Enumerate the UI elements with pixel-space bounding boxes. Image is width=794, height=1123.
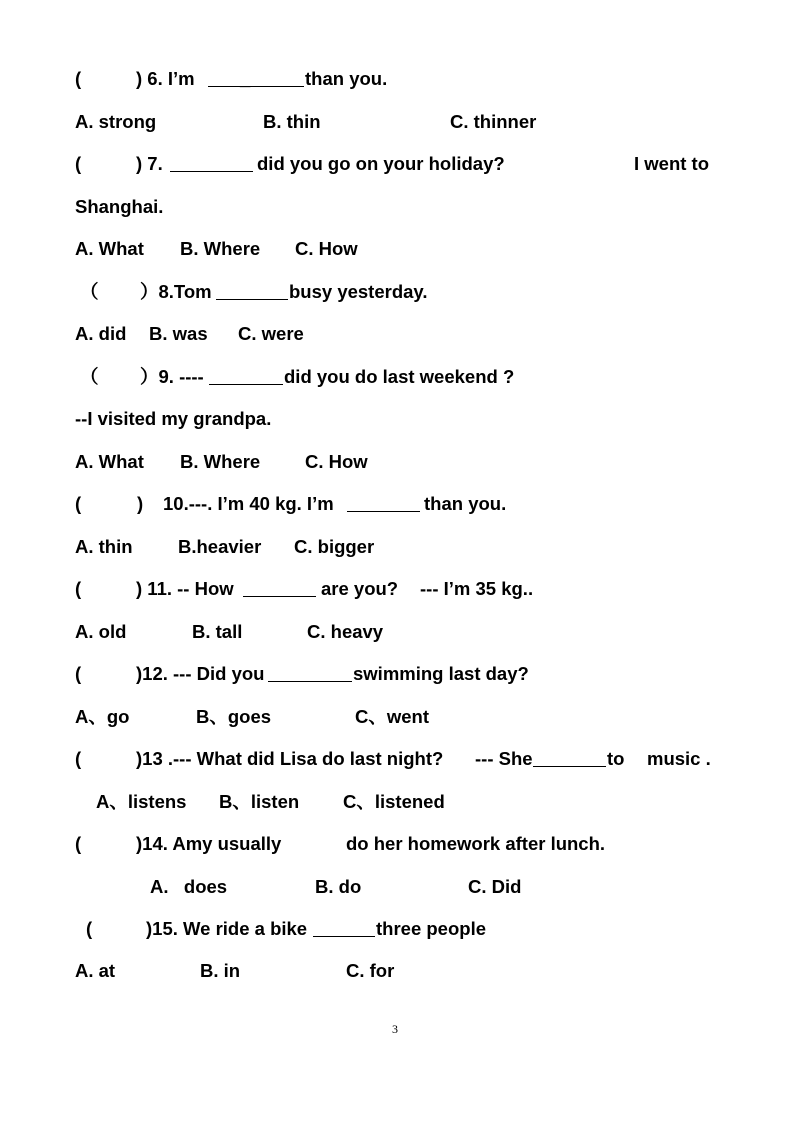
fill-blank[interactable] — [347, 489, 420, 512]
fill-blank[interactable] — [268, 659, 352, 682]
fill-blank[interactable] — [170, 149, 253, 172]
fill-blank[interactable] — [208, 64, 304, 87]
question-stem: )13 .--- What did Lisa do last night? — [136, 748, 444, 769]
option-c: C. Did — [468, 876, 522, 897]
option-b: B. in — [200, 960, 241, 981]
question-stem: )14. Amy usually — [136, 833, 282, 854]
question-tail: did you go on your holiday? — [257, 153, 505, 174]
question-tail: three people — [376, 918, 486, 939]
option-b: B. Where — [180, 238, 261, 259]
option-c: C. heavy — [307, 621, 384, 642]
question-tail: than you. — [424, 493, 507, 514]
answer-paren-open: （ — [80, 366, 99, 387]
option-b: B. Where — [180, 451, 261, 472]
question-tail: do her homework after lunch. — [346, 833, 606, 854]
option-c: C. for — [346, 960, 395, 981]
option-a: A. old — [75, 621, 127, 642]
answer-paren-open: ( — [75, 493, 82, 514]
fill-blank[interactable] — [216, 277, 288, 300]
answer-paren-open: ( — [75, 833, 82, 854]
question-tail-2: music . — [647, 748, 711, 769]
answer-paren-open: ( — [75, 748, 82, 769]
question-tail: busy yesterday. — [289, 281, 428, 302]
option-a: A. strong — [75, 111, 157, 132]
question-stem: )15. We ride a bike — [146, 918, 308, 939]
page-number: 3 — [392, 1022, 398, 1036]
answer-paren-close: ) — [137, 493, 144, 514]
option-c: C. bigger — [294, 536, 375, 557]
question-stem: ) 11. -- How — [136, 578, 234, 599]
question-tail: swimming last day? — [353, 663, 529, 684]
answer-paren-open: （ — [80, 281, 99, 302]
option-a: A、go — [75, 706, 130, 727]
option-a: A. does — [150, 876, 228, 897]
option-a: A. at — [75, 960, 116, 981]
fill-blank[interactable] — [313, 914, 375, 937]
option-a: A、listens — [96, 791, 187, 812]
question-stem: )12. --- Did you — [136, 663, 265, 684]
option-b: B. do — [315, 876, 362, 897]
answer-text: --- I’m 35 kg.. — [420, 578, 534, 599]
option-b: B. tall — [192, 621, 243, 642]
answer-paren-open: ( — [75, 578, 82, 599]
question-stem: 10.---. I’m 40 kg. I’m — [163, 493, 334, 514]
answer-paren-open: ( — [75, 153, 82, 174]
answer-paren-open: ( — [75, 663, 82, 684]
answer-text: --I visited my grandpa. — [75, 408, 272, 429]
option-c: C. How — [295, 238, 358, 259]
option-c: C、listened — [343, 791, 445, 812]
option-a: A. What — [75, 451, 144, 472]
fill-blank[interactable] — [533, 744, 606, 767]
option-c: C. were — [238, 323, 304, 344]
option-c: C、went — [355, 706, 430, 727]
answer-paren-open: ( — [86, 918, 93, 939]
answer-text: I went to — [634, 153, 710, 174]
blank-mark: _ — [240, 68, 251, 89]
question-stem: ) 7. — [136, 153, 163, 174]
question-tail: to — [607, 748, 625, 769]
option-a: A. thin — [75, 536, 133, 557]
option-c: C. thinner — [450, 111, 537, 132]
option-b: B.heavier — [178, 536, 262, 557]
question-stem: ）8.Tom — [140, 281, 212, 302]
answer-text: --- She — [475, 748, 533, 769]
question-stem: ) 6. I’m — [136, 68, 195, 89]
question-tail: did you do last weekend ? — [284, 366, 515, 387]
option-b: B、listen — [219, 791, 300, 812]
answer-text-cont: Shanghai. — [75, 196, 164, 217]
option-c: C. How — [305, 451, 368, 472]
question-tail: than you. — [305, 68, 388, 89]
fill-blank[interactable] — [243, 574, 316, 597]
option-a: A. What — [75, 238, 144, 259]
answer-paren-open: ( — [75, 68, 82, 89]
option-b: B、goes — [196, 706, 272, 727]
question-stem: ）9. ---- — [140, 366, 204, 387]
option-b: B. thin — [263, 111, 321, 132]
option-a: A. did — [75, 323, 127, 344]
fill-blank[interactable] — [209, 362, 283, 385]
question-tail: are you? — [321, 578, 399, 599]
option-b: B. was — [149, 323, 208, 344]
